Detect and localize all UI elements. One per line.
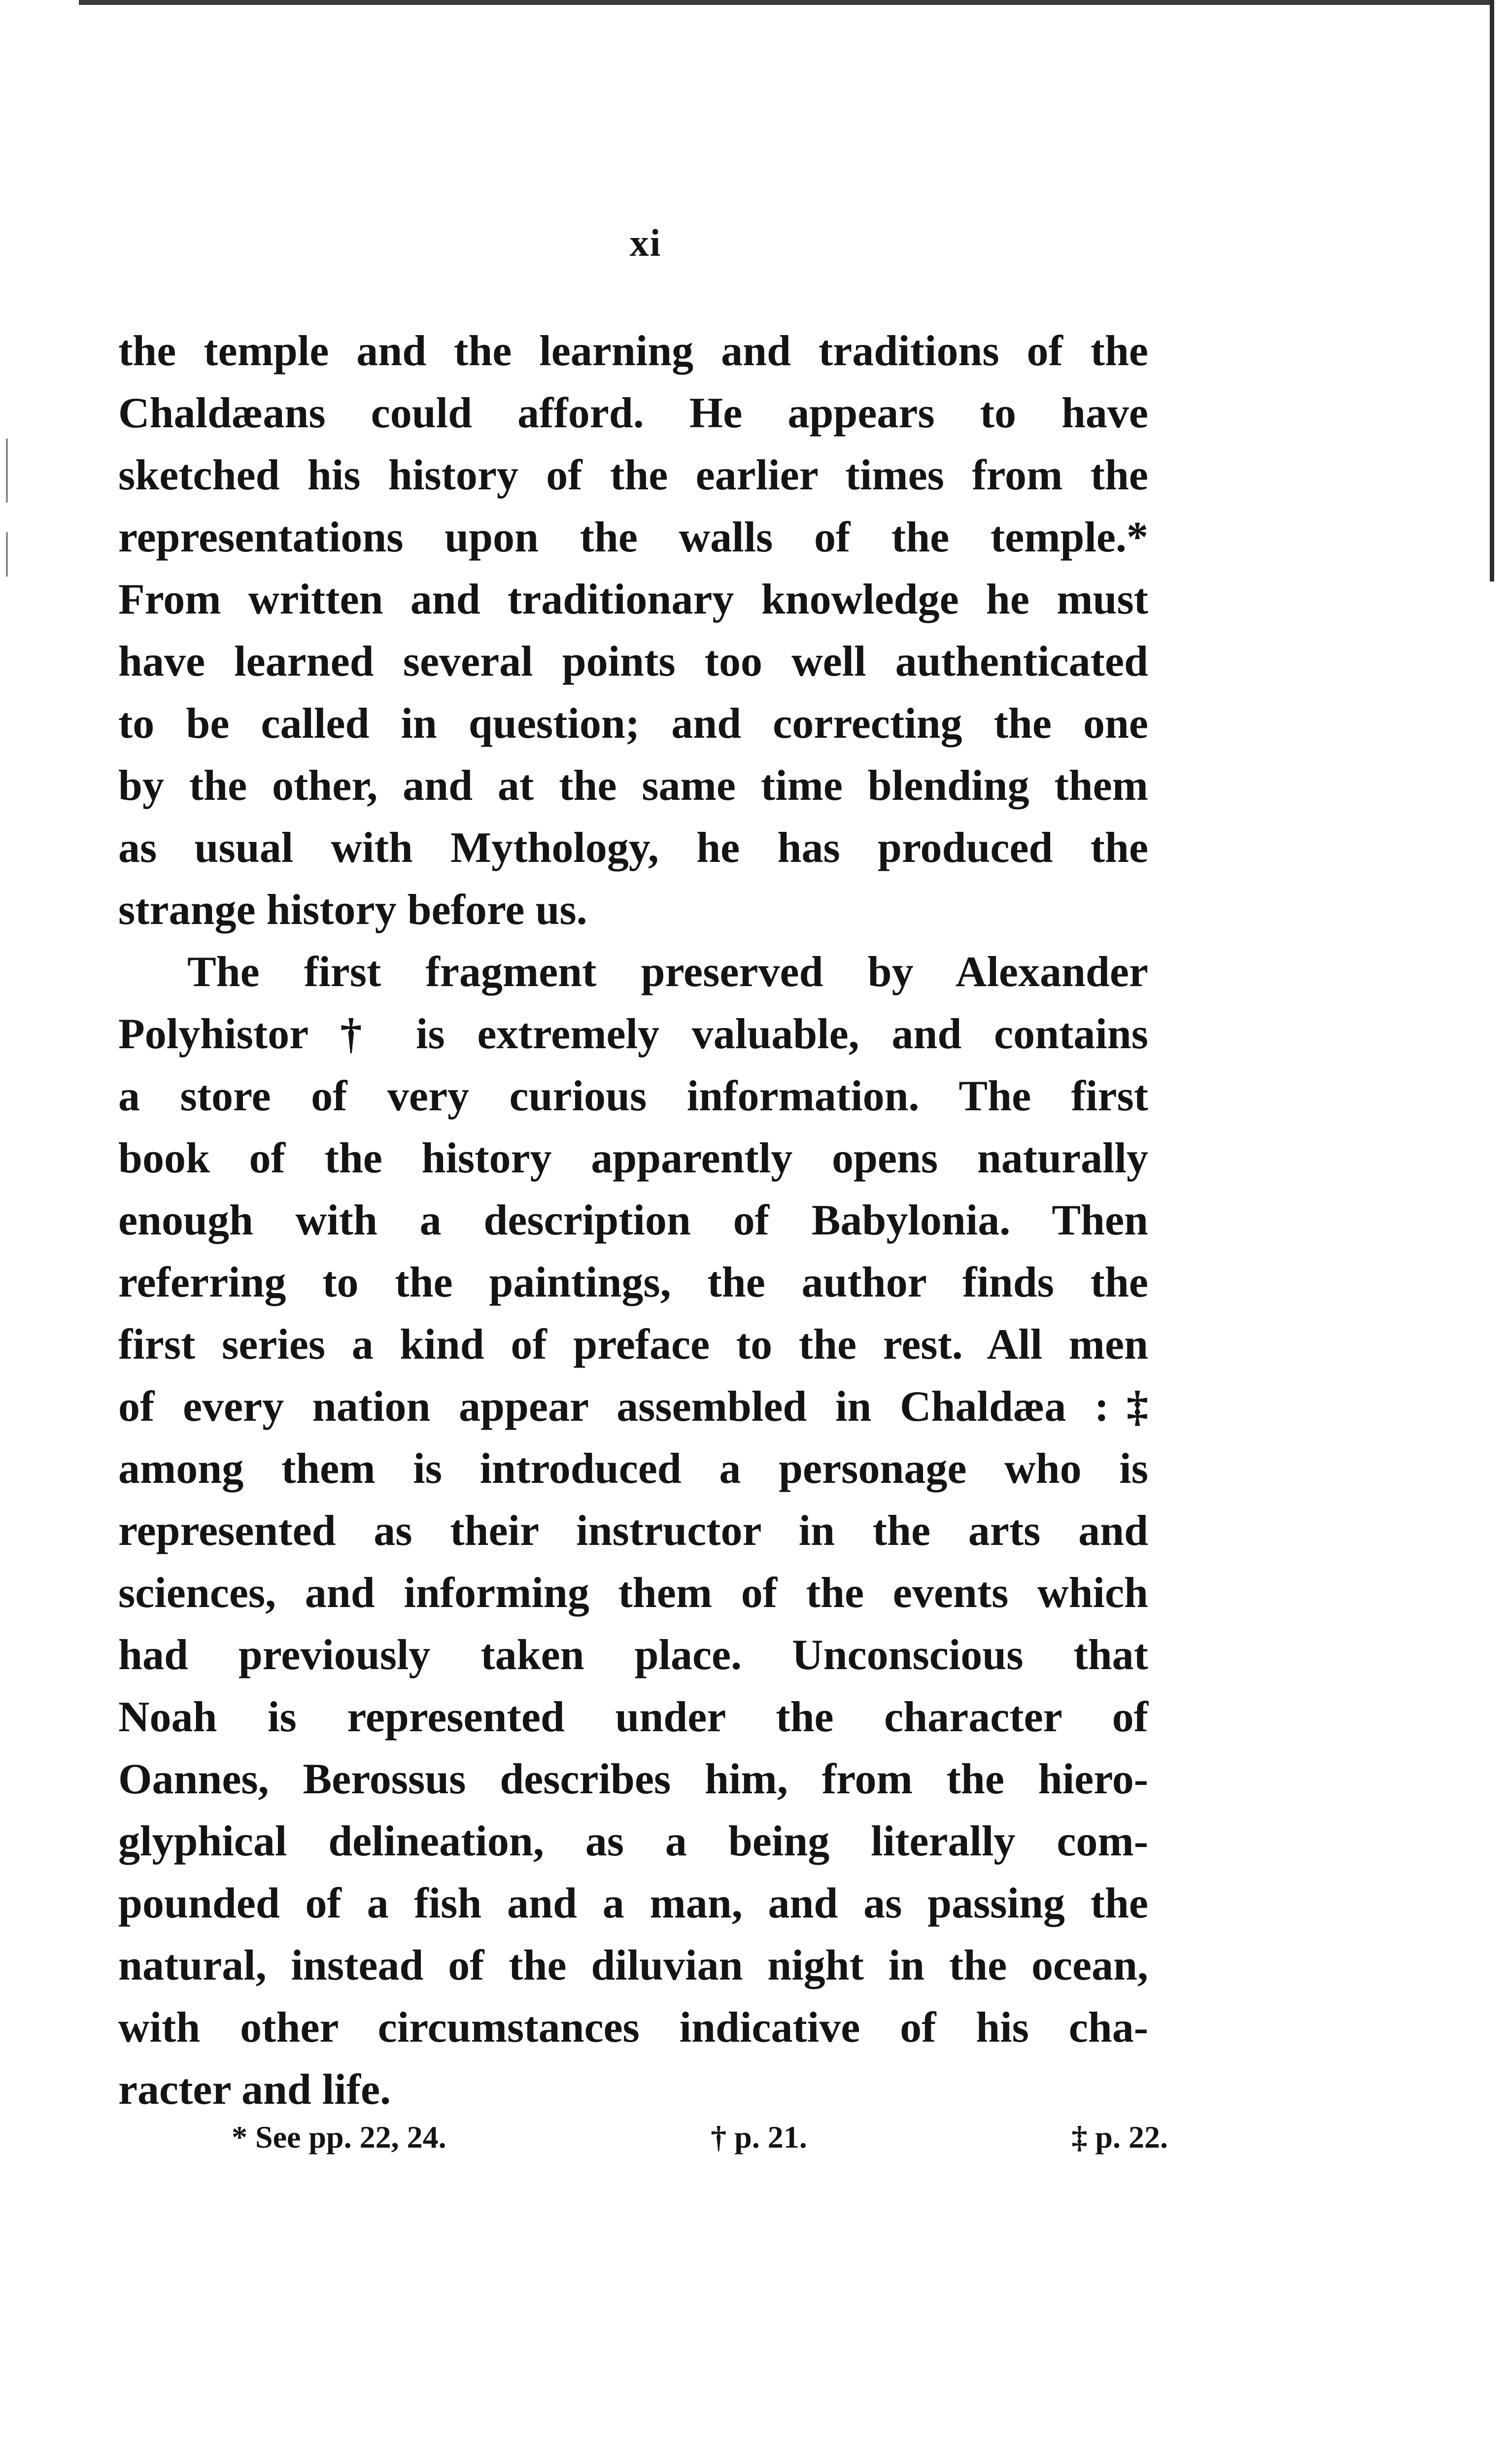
text-line: first series a kind of preface to the rest. All men bbox=[118, 1321, 1148, 1369]
text-line: as usual with Mythology, he has produced the bbox=[118, 824, 1148, 872]
text-line: to be called in question; and correcting the one bbox=[118, 700, 1148, 748]
text-line: have learned several points too well authenticated bbox=[118, 638, 1148, 685]
text-line: Noah is represented under the character of bbox=[118, 1693, 1148, 1741]
text-line: represented as their instructor in the arts and bbox=[118, 1507, 1148, 1555]
text-line: by the other, and at the same time blending them bbox=[118, 762, 1148, 810]
text-line: referring to the paintings, the author finds the bbox=[118, 1259, 1148, 1306]
text-line: of every nation appear assembled in Chaldæa :‡ bbox=[118, 1383, 1148, 1431]
text-line: with other circumstances indicative of his cha- bbox=[118, 2004, 1148, 2052]
footnote-star: * See pp. 22, 24. bbox=[232, 2120, 446, 2155]
text-line: strange history before us. bbox=[118, 886, 587, 934]
text-line: the temple and the learning and traditions of the bbox=[118, 327, 1148, 375]
scan-edge-top bbox=[79, 0, 1493, 5]
body-text bbox=[118, 320, 1148, 2121]
text-line: sketched his history of the earlier times from the bbox=[118, 451, 1148, 499]
text-line: had previously taken place. Unconscious that bbox=[118, 1631, 1148, 1679]
text-line: representations upon the walls of the temple.* bbox=[118, 513, 1148, 561]
scan-speck bbox=[6, 439, 8, 503]
text-line: Polyhistor † is extremely valuable, and contains bbox=[118, 1010, 1148, 1058]
scan-edge-right bbox=[1490, 0, 1494, 582]
footnote-dagger: † p. 21. bbox=[711, 2120, 807, 2155]
text-line: racter and life. bbox=[118, 2066, 391, 2114]
text-line: enough with a description of Babylonia. Then bbox=[118, 1197, 1148, 1244]
text-line: natural, instead of the diluvian night in the ocean, bbox=[118, 1942, 1148, 1989]
text-line: glyphical delineation, as a being literally com- bbox=[118, 1817, 1148, 1865]
footnotes bbox=[232, 2119, 1168, 2156]
text-line: From written and traditionary knowledge he must bbox=[118, 576, 1148, 623]
text-line: among them is introduced a personage who is bbox=[118, 1445, 1148, 1493]
scan-speck bbox=[6, 532, 8, 577]
paragraph-1 bbox=[118, 320, 1148, 941]
text-line: Oannes, Berossus describes him, from the hiero- bbox=[118, 1755, 1148, 1803]
text-line: Chaldæans could afford. He appears to have bbox=[118, 389, 1148, 437]
text-line: pounded of a fish and a man, and as passing the bbox=[118, 1880, 1148, 1927]
text-line: The first fragment preserved by Alexander bbox=[187, 948, 1148, 996]
footnote-double-dagger: ‡ p. 22. bbox=[1071, 2120, 1168, 2155]
text-line: a store of very curious information. The first bbox=[118, 1072, 1148, 1120]
text-line: book of the history apparently opens naturally bbox=[118, 1134, 1148, 1182]
paragraph-2 bbox=[118, 941, 1148, 2121]
page-number: xi bbox=[629, 221, 662, 264]
text-line: sciences, and informing them of the events which bbox=[118, 1569, 1148, 1617]
